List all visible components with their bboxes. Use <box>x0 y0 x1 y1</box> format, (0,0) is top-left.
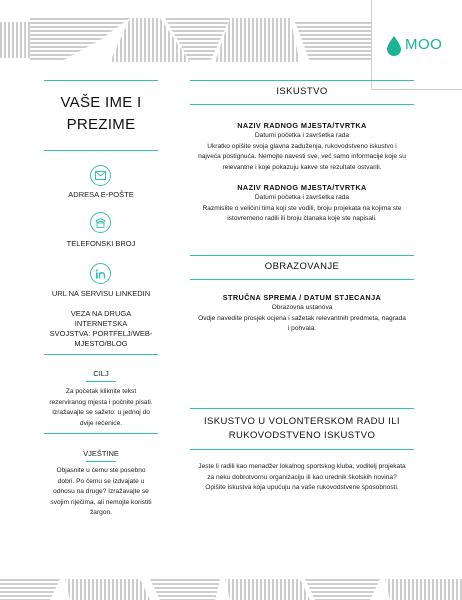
divider <box>86 461 116 462</box>
job-description: Datumi početka i završetka rada Razmislite o veličini tima koji ste vodili, broju projekata na kojima ste istovremeno radili ili broju članaka koje ste napisali. <box>202 194 402 222</box>
objective-label: CILJ <box>93 369 109 378</box>
experience-heading: ISKUSTVO <box>276 86 328 97</box>
education-heading: OBRAZOVANJE <box>264 261 340 272</box>
skills-text: Objasnite u čemu ste posebno dobri. Po čemu se izdvajate u odnosu na druge? Izražavajte se svojim riječima, ali nemojte koristiti žargon. <box>50 467 152 516</box>
volunteer-heading: ISKUSTVO U VOLONTERSKOM RADU ILI RUKOVODSTVENO ISKUSTVO <box>204 416 400 441</box>
divider <box>44 354 158 355</box>
full-name: VAŠE IME I PREZIME <box>60 94 142 133</box>
decorative-pattern-bottom <box>0 575 462 600</box>
objective-text: Za početak kliknite tekst rezerviranog mjesta i počnite pisati. Izražavajte se sažeto: u jednoj do dvije rečenice. <box>49 388 153 427</box>
divider <box>190 408 414 409</box>
logo-text: MOO <box>405 36 443 53</box>
divider <box>44 433 158 434</box>
divider <box>190 104 414 105</box>
divider <box>86 381 116 382</box>
phone-icon <box>90 212 111 233</box>
divider <box>44 150 158 151</box>
volunteer-description: Jeste li radili kao menadžer lokalnog sportskog kluba, voditelj projekata za neku dobrotvornu organizaciju ili kao urednik školskih novina? Opišite iskustva koja upućuju na vaše rukovodstvene sposobnosti. <box>198 463 406 491</box>
job-title: NAZIV RADNOG MJESTA/TVRTKA <box>237 183 367 192</box>
divider <box>190 80 414 81</box>
degree-title: STRUČNA SPREMA / DATUM STJECANJA <box>222 293 382 302</box>
education-description: Obrazovna ustanova Ovdje navedite prosjek ocjena i sažetak relevantnih predmeta, nagrada i pohvala. <box>198 304 406 332</box>
divider <box>190 279 414 280</box>
divider <box>44 80 158 81</box>
email-label: ADRESA E-POŠTE <box>68 190 134 199</box>
envelope-icon <box>90 165 111 186</box>
job-title: NAZIV RADNOG MJESTA/TVRTKA <box>237 121 367 130</box>
divider <box>190 255 414 256</box>
linkedin-icon <box>90 263 111 284</box>
logo <box>371 0 462 90</box>
droplet-icon <box>387 36 401 56</box>
skills-label: VJEŠTINE <box>83 449 119 458</box>
linkedin-label: URL NA SERVISU LINKEDIN <box>51 289 151 298</box>
divider <box>190 449 414 450</box>
other-links-label: VEZA NA DRUGA INTERNETSKA SVOJSTVA: PORTFELJ/WEB- MJESTO/BLOG <box>49 309 153 348</box>
phone-label: TELEFONSKI BROJ <box>66 239 136 248</box>
job-description: Datumi početka i završetka rada Ukratko opišite svoja glavna zaduženja, rukovodstveno iskustvo i najveća postignuća. Nemojte navesti sve, već samo informacije koje su relevantne i koje pokazuju kakve ste rezultate ostvarili. <box>198 132 406 171</box>
pattern-bottom-graphic <box>0 575 462 600</box>
